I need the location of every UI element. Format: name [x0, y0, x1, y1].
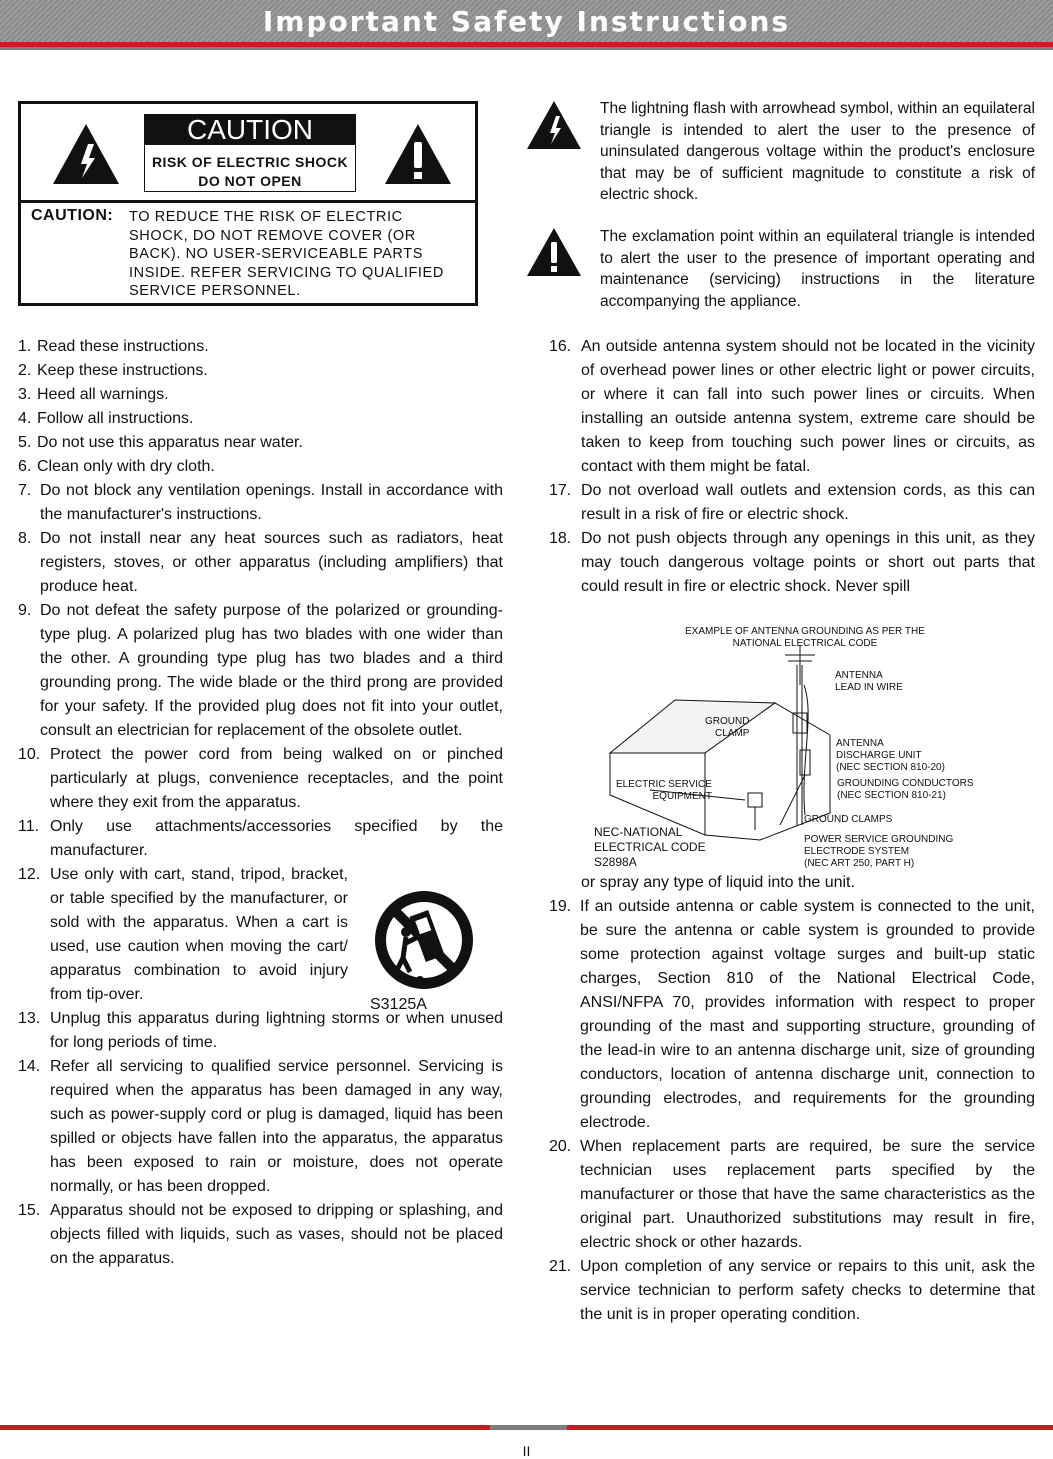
- item-number: 16.: [549, 338, 572, 355]
- item-text: Read these instructions.: [37, 338, 209, 355]
- list-item: [18, 455, 503, 479]
- caution-text: [129, 208, 474, 301]
- grounding-conductors-label: GROUNDING CONDUCTORS (NEC SECTION 810-21): [837, 778, 974, 801]
- list-item: [549, 479, 1035, 527]
- list-item: [18, 527, 503, 599]
- item-number: 17.: [549, 482, 572, 499]
- item-text: Clean only with dry cloth.: [37, 458, 215, 475]
- lightning-triangle-icon: [526, 100, 582, 150]
- list-item: [18, 1055, 503, 1199]
- footer-grey-rule: [490, 1425, 567, 1430]
- lightning-triangle-icon: [51, 122, 121, 186]
- caution-subtitle-2: DO NOT OPEN: [198, 173, 302, 189]
- caution-title: CAUTION: [145, 115, 355, 145]
- item-number: 19.: [549, 898, 572, 915]
- caution-subtitle: RISK OF ELECTRIC SHOCK: [151, 154, 349, 170]
- item-text: Apparatus should not be exposed to dripping or splashing, and objects filled with liquids, such as vases, should not be placed on the apparatus.: [50, 1202, 503, 1267]
- item-number: 6.: [18, 458, 32, 475]
- item-number: 8.: [18, 530, 32, 547]
- item-text: An outside antenna system should not be located in the vicinity of overhead power lines or other electric light or power circuits, or where it can fall into such power lines or circuits. When installing an outside antenna system, extreme care should be taken to keep from touching such power lines or circuits, as contact with them might be fatal.: [581, 338, 1035, 475]
- list-item: [18, 815, 503, 863]
- page-title: Important Safety Instructions: [262, 5, 791, 38]
- header-grey-rule: [0, 47, 1053, 50]
- power-service-label: POWER SERVICE GROUNDING ELECTRODE SYSTEM (NEC ART 250, PART H): [804, 834, 954, 869]
- item-text: Use only with cart, stand, tripod, bracket, or table specified by the manufacturer, or sold with the apparatus. When a cart is used, use caution when moving the cart/ apparatus combination to avoid injury from tip-over.: [50, 866, 348, 1003]
- item-number: 21.: [549, 1258, 572, 1275]
- list-item: [18, 407, 503, 431]
- item-number: 20.: [549, 1138, 572, 1155]
- cart-figure-label: S3125A: [370, 996, 427, 1013]
- item-text: When replacement parts are required, be sure the service technician uses replacement parts specified by the manufacturer or those that have the same characteristics as the original part. Unauthorized substitutions may result in fire, electric shock or other hazards.: [580, 1138, 1035, 1251]
- nec-label: NEC-NATIONAL ELECTRICAL CODE S2898A: [594, 825, 706, 869]
- antenna-grounding-figure: [590, 625, 1000, 875]
- item-text: Do not defeat the safety purpose of the polarized or grounding-type plug. A polarized plug has two blades with one wider than the other. A grounding type plug has two blades and a third grounding prong. The wide blade or the third prong are provided for your safety. If the provided plug does not fit into your outlet, consult an electrician for replacement of the obsolete outlet.: [40, 602, 503, 739]
- item-number: 18.: [549, 530, 572, 547]
- list-item: [18, 335, 503, 359]
- item-text: Do not overload wall outlets and extension cords, as this can result in a risk of fire or electric shock.: [581, 482, 1035, 523]
- list-item: [18, 1199, 503, 1271]
- footer-red-rule: [0, 1425, 490, 1430]
- item-number: 1.: [18, 338, 32, 355]
- item-number: 7.: [18, 482, 32, 499]
- list-item: [549, 527, 1035, 599]
- item-number: 10.: [18, 746, 41, 763]
- figure-title: EXAMPLE OF ANTENNA GROUNDING AS PER THE NATIONAL ELECTRICAL CODE: [685, 626, 925, 649]
- ground-clamps-label: GROUND CLAMPS: [804, 814, 893, 825]
- item-text: Follow all instructions.: [37, 410, 194, 427]
- list-item: [549, 335, 1035, 479]
- left-column: [18, 335, 503, 1271]
- item-number: 14.: [18, 1058, 41, 1075]
- item-number: 13.: [18, 1010, 41, 1027]
- item-text: Do not install near any heat sources such as radiators, heat registers, stoves, or other apparatus (including amplifiers) that produce heat.: [40, 530, 503, 595]
- lightning-symbol-text: The lightning flash with arrowhead symbol, within an equilateral triangle is intended to alert the user to the presence of uninsulated dangerous voltage within the product's enclosure that may be of sufficient magnitude to constitute a risk of electric shock.: [600, 100, 1035, 203]
- antenna-lead-label: ANTENNA LEAD IN WIRE: [835, 670, 903, 693]
- exclamation-symbol-text: The exclamation point within an equilateral triangle is intended to alert the user to the presence of important operating and maintenance (servicing) instructions in the literature accompanying the appliance.: [600, 228, 1035, 310]
- item-text: Upon completion of any service or repairs to this unit, ask the service technician to perform safety checks to determine that the unit is in proper operating condition.: [580, 1258, 1035, 1323]
- caution-box: [18, 101, 478, 306]
- item-text: Heed all warnings.: [37, 386, 169, 403]
- list-item: [18, 743, 503, 815]
- list-item: [18, 863, 348, 1007]
- item-number: 3.: [18, 386, 32, 403]
- item-text: Keep these instructions.: [37, 362, 208, 379]
- discharge-unit-label: ANTENNA DISCHARGE UNIT (NEC SECTION 810-20): [836, 738, 945, 773]
- list-item: [18, 359, 503, 383]
- list-item: [18, 431, 503, 455]
- item-number: 9.: [18, 602, 32, 619]
- caution-line: INSIDE. REFER SERVICING TO QUALIFIED: [129, 264, 444, 281]
- item-number: 11.: [18, 818, 40, 835]
- item-18-continued: or spray any type of liquid into the unit.: [581, 874, 855, 891]
- list-item: [549, 1255, 1035, 1327]
- right-column: [549, 335, 1035, 599]
- page-number: II: [522, 1443, 531, 1459]
- exclamation-triangle-icon: [526, 227, 582, 277]
- footer-red-rule: [567, 1425, 1053, 1430]
- item-text: Do not push objects through any openings in this unit, as they may touch dangerous voltage points or short out parts that could result in fire or electric shock. Never spill: [581, 530, 1035, 595]
- right-column-continued: [549, 871, 1035, 1327]
- item-text: Unplug this apparatus during lightning storms or when unused for long periods of time.: [50, 1010, 503, 1051]
- list-item: [549, 1135, 1035, 1255]
- item-number: 5.: [18, 434, 32, 451]
- item-text: Do not use this apparatus near water.: [37, 434, 303, 451]
- caution-label: [144, 114, 356, 192]
- electric-service-label: ELECTRIC SERVICE EQUIPMENT: [616, 779, 712, 802]
- list-item: [18, 479, 503, 527]
- list-item: [18, 599, 503, 743]
- exclamation-triangle-icon: [383, 122, 453, 186]
- item-text: If an outside antenna or cable system is connected to the unit, be sure the antenna or cable system is grounded to provide some protection against voltage surges and built-up static charges, Section 810 of the National Electrical Code, ANSI/NFPA 70, provides information with respect to proper grounding of the mast and supporting structure, grounding of the lead-in wire to an antenna discharge unit, size of grounding conductors, location of antenna discharge unit, connection to grounding electrodes, and requirements for the grounding electrode.: [580, 898, 1035, 1131]
- item-number: 2.: [18, 362, 32, 379]
- caution-line: SERVICE PERSONNEL.: [129, 283, 301, 299]
- header-bar: [0, 0, 1053, 42]
- caution-line: SHOCK, DO NOT REMOVE COVER (OR: [129, 227, 416, 244]
- caution-divider: [21, 200, 475, 203]
- list-item: [18, 383, 503, 407]
- item-text: Only use attachments/accessories specified by the manufacturer.: [50, 818, 503, 859]
- item-number: 4.: [18, 410, 32, 427]
- caution-line: BACK). NO USER-SERVICEABLE PARTS: [129, 246, 423, 262]
- caution-line: TO REDUCE THE RISK OF ELECTRIC: [129, 209, 403, 225]
- ground-clamp-label: GROUND CLAMP: [705, 716, 750, 739]
- item-number: 12.: [18, 866, 41, 883]
- item-number: 15.: [18, 1202, 41, 1219]
- list-item: [549, 895, 1035, 1135]
- item-text: Protect the power cord from being walked on or pinched particularly at plugs, convenience receptacles, and the point where they exit from the apparatus.: [50, 746, 503, 811]
- caution-word: CAUTION:: [31, 207, 114, 224]
- item-text: Refer all servicing to qualified service personnel. Servicing is required when the apparatus has been damaged in any way, such as power-supply cord or plug is damaged, liquid has been spilled or objects have fallen into the apparatus, the apparatus has been exposed to rain or moisture, does not operate normally, or has been dropped.: [50, 1058, 503, 1195]
- item-text: Do not block any ventilation openings. Install in accordance with the manufacturer's instructions.: [40, 482, 503, 523]
